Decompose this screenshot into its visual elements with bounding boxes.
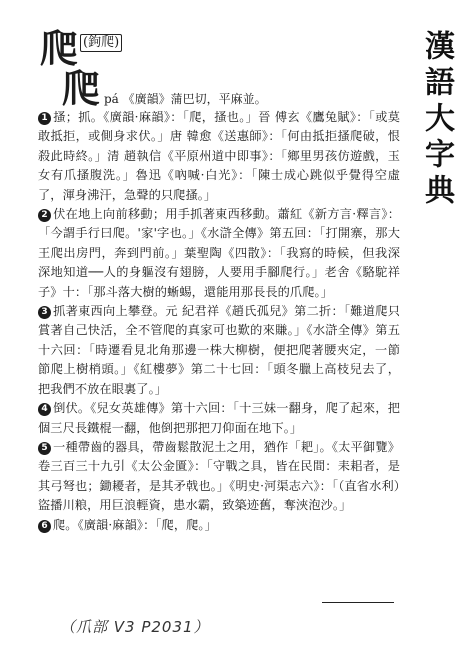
sense-1 <box>38 108 400 205</box>
sense-text: 爬。《廣韻·麻韻》：「爬，爬。」 <box>53 517 217 532</box>
variant-label: (鉤爬) <box>80 34 122 52</box>
sense-text: 倒伏。《兒女英雄傳》第十六回：「十三妹一翻身，爬了起來，把個三尺長鐵棍一翻，他倒把那把刀仰面在地下。」 <box>38 401 400 435</box>
sense-number: 3 <box>38 306 51 319</box>
entry-body <box>38 108 400 535</box>
sense-number: 1 <box>38 112 51 125</box>
sense-number: 6 <box>38 520 51 533</box>
sense-2 <box>38 205 400 302</box>
sense-4 <box>38 399 400 438</box>
sense-text: 搔；抓。《廣韻·麻韻》：「爬，搔也。」晉 傅玄《鷹兔賦》：「或莫敢抵拒，或側身求伏。」唐 韓愈《送惠師》：「何由抵拒搔爬破，恨殺此時終。」清 趙執信《平原州道中即事》：「鄉里男孩仿遊戲，玉女有爪搔腹洗。」魯迅《吶喊·白光》：「陳士成心跳似乎覺得空虛了，渾身沸汗，急聲的只爬搔。」 <box>38 110 400 202</box>
sense-5 <box>38 438 400 516</box>
dictionary-title: 漢語大字典 <box>419 30 454 210</box>
sense-6 <box>38 516 400 535</box>
handwritten-note: （爪部 V3 P2031） <box>60 618 210 636</box>
pronunciation: pá 《廣韻》蒲巴切，平麻並。 <box>104 92 267 106</box>
sense-text: 抓著東西向上攀登。元 紀君祥《趙氏孤兒》第二折：「難道爬只賞著自己快活，全不管爬的真家可也歎的來賺。」《水滸全傳》第五十六回：「時遷看見北角那邊一株大柳樹，便把爬著腰夾定，一節節爬上樹梢頭。」《紅樓夢》第二十七回：「頭冬臘上高枝兒去了，把我們不放在眼裏了。」 <box>38 304 400 396</box>
headword: 爬 <box>40 26 79 71</box>
headword-second-form: 爬 <box>62 66 101 111</box>
end-rule <box>322 602 394 603</box>
sense-text: 一種帶齒的器具，帶齒鬆散泥土之用，猶作「耙」。《太平御覽》卷三百三十九引《太公金匱》：「守戰之具，皆在民間：耒耜者，是其弓弩也；鋤耰者，是其矛戟也。」《明史·河渠志六》：「（直省水利）盜播川粮，用巨浪輕資，患水霸，致築迹舊，奪浹泡沙。」 <box>38 439 400 513</box>
sense-text: 伏在地上向前移動；用手抓著東西移動。蕭紅《新方言·釋言》：「今謂手行曰爬。'家'字也。」《水滸全傳》第五回：「打開寨，那大王爬出房門，奔到門前。」葉聖陶《四散》：「我寫的時候，但我深深地知道──人的身軀沒有翅膀，人要用手腳爬行。」老舍《駱駝祥子》十：「那斗落大樹的蜥蜴，還能用那長長的爪爬。」 <box>38 207 400 299</box>
sense-number: 4 <box>38 403 51 416</box>
sense-number: 2 <box>38 209 51 222</box>
sense-number: 5 <box>38 442 51 455</box>
sense-3 <box>38 302 400 399</box>
